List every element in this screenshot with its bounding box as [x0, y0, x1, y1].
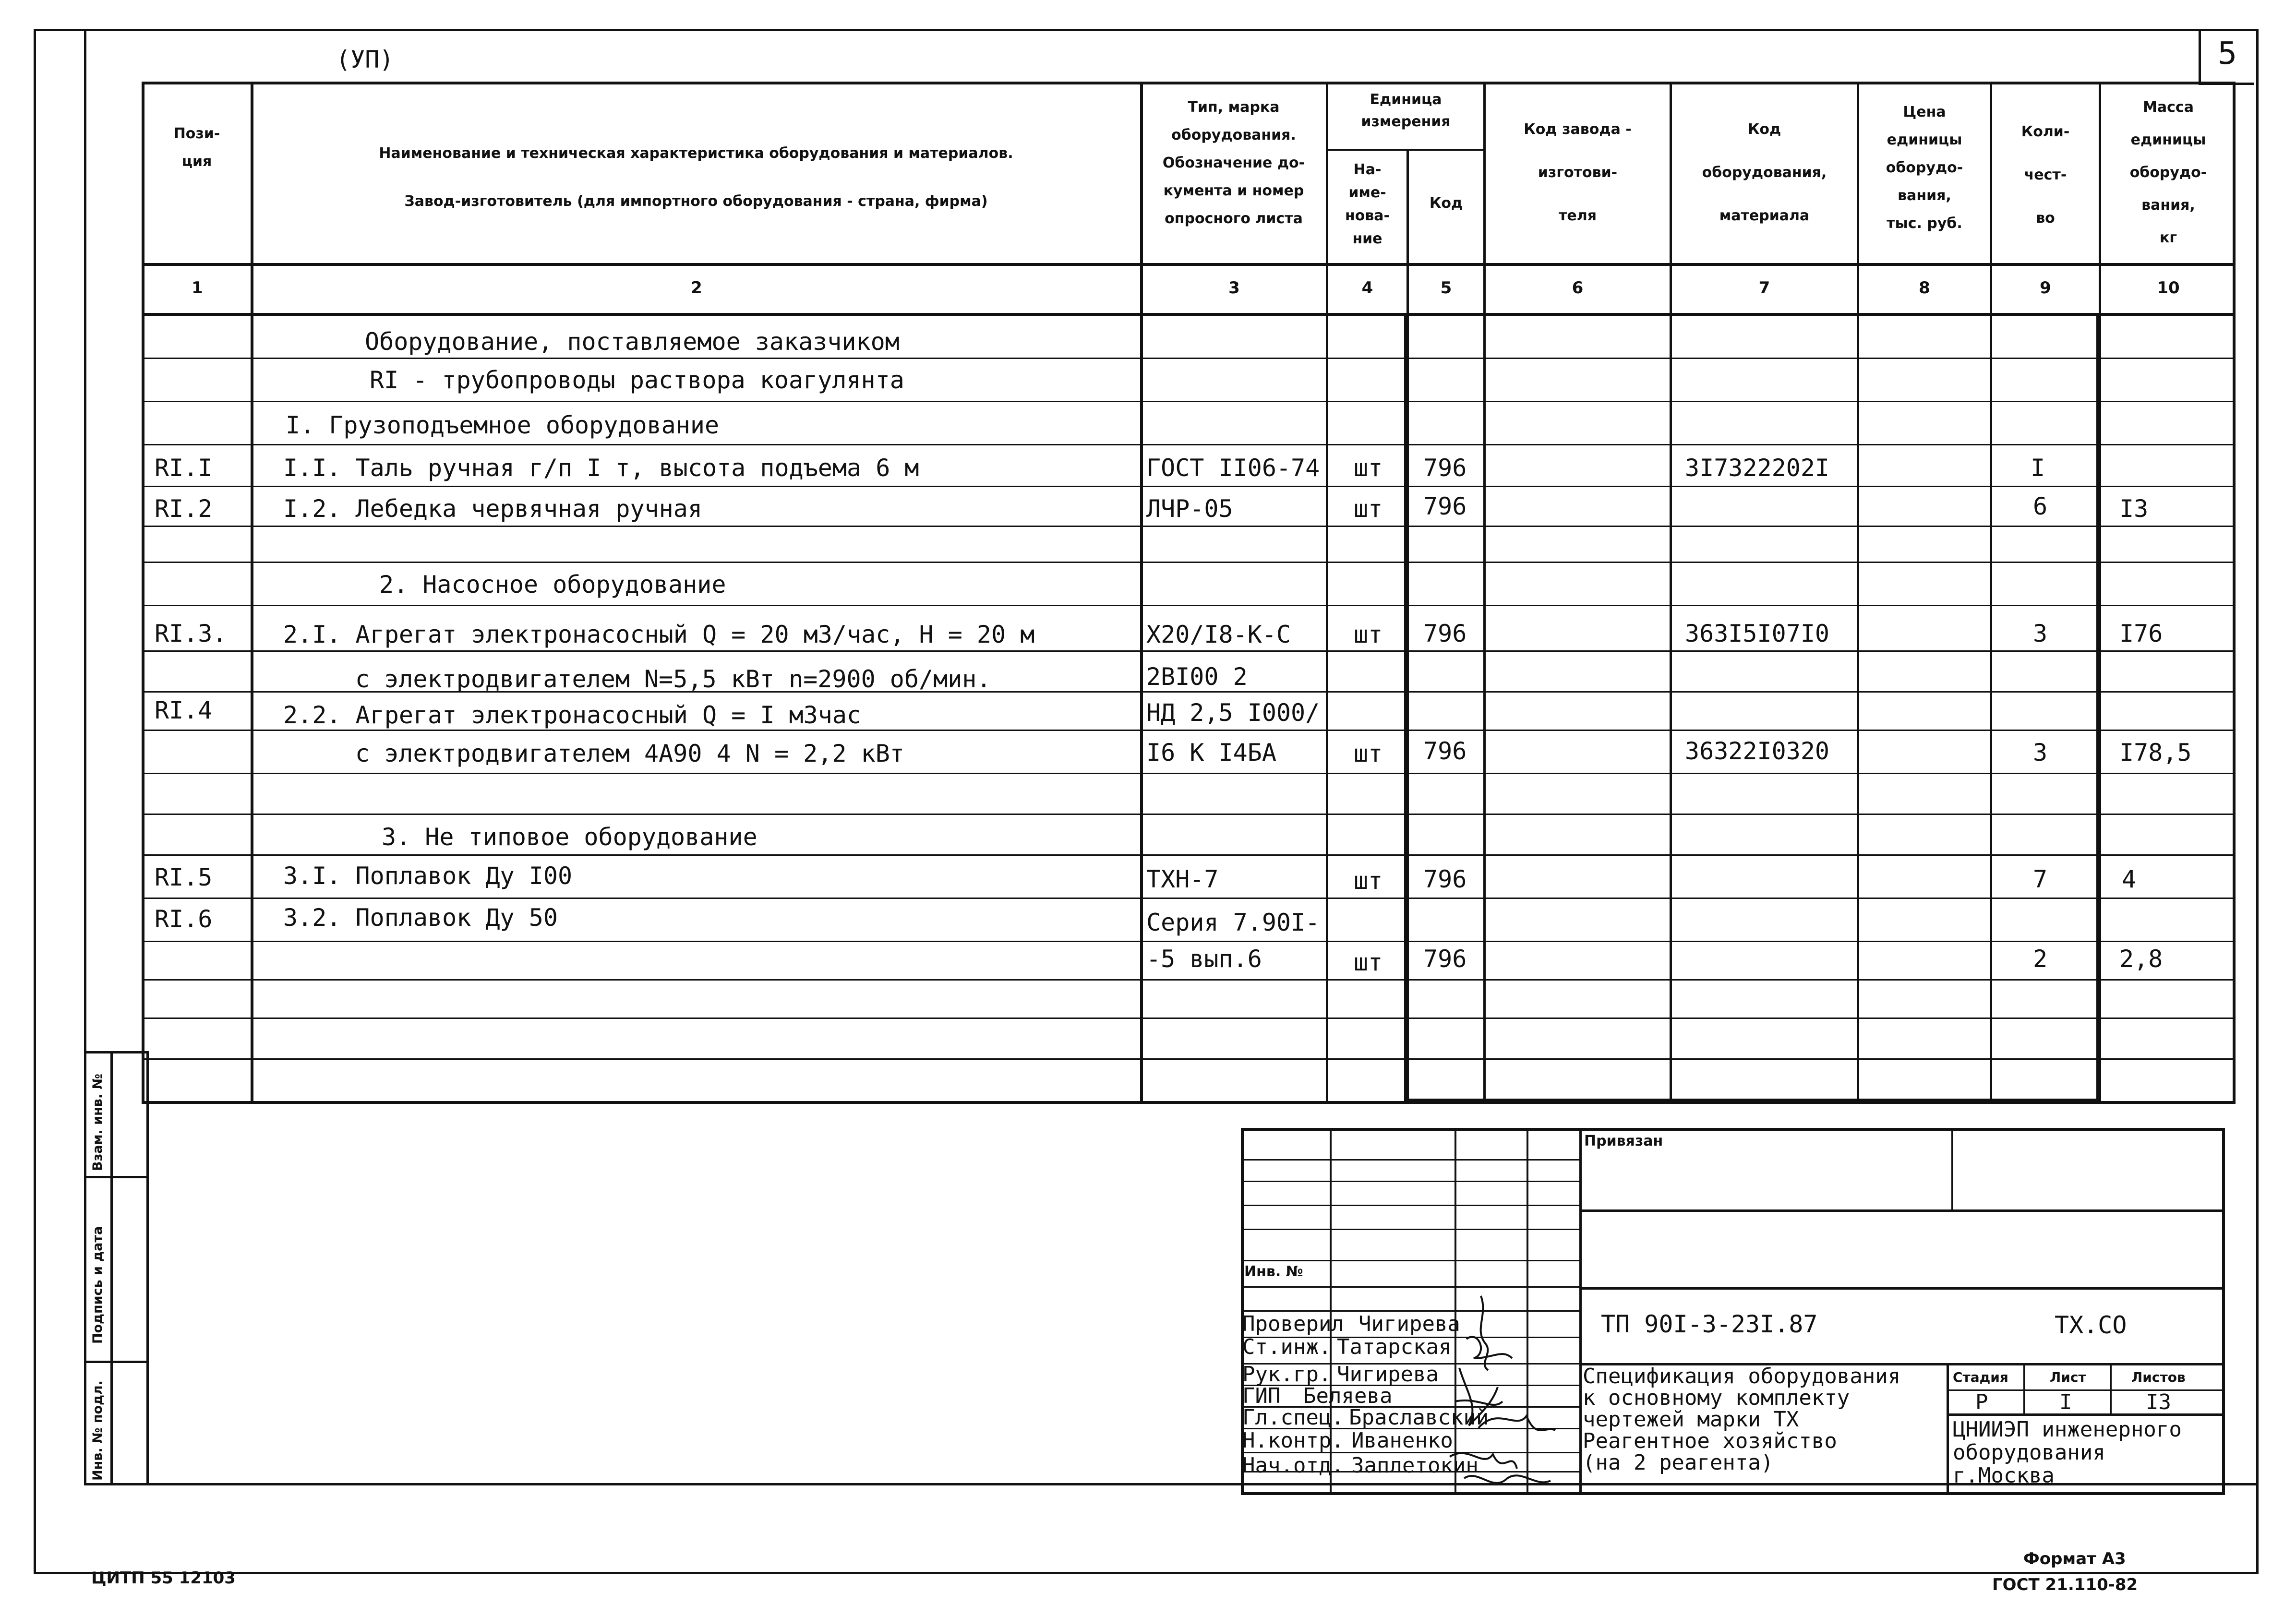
col-number: 1 — [192, 278, 203, 298]
side-label-replace-inv: Взам. инв. № — [90, 1073, 105, 1171]
row-line — [142, 486, 2236, 487]
row-position: RI.I — [155, 454, 213, 482]
signer-name: Чигирева — [1358, 1312, 1460, 1336]
role-label: ГИП — [1242, 1384, 1281, 1408]
header-col3-line: опросного листа — [1165, 210, 1303, 227]
row-mass: 4 — [2122, 865, 2137, 893]
row-type: 2ВI00 2 — [1146, 663, 1248, 691]
row-line — [142, 814, 2236, 815]
row-line — [142, 854, 2236, 856]
corner-mark: (УП) — [336, 46, 394, 73]
row-line — [142, 526, 2236, 527]
col-number: 3 — [1228, 278, 1240, 298]
row-mass: I3 — [2119, 495, 2149, 523]
row-unit-code: 796 — [1423, 454, 1467, 482]
header-col3-line: Обозначение до- — [1162, 155, 1305, 171]
header-col3-line: кумента и номер — [1163, 182, 1304, 199]
row-line — [142, 650, 2236, 652]
privyazan-line — [1579, 1209, 2225, 1212]
row-type: -5 вып.6 — [1146, 945, 1262, 973]
row-name: 2.I. Агрегат электронасосный Q = 20 м3/час, H = 20 м — [283, 621, 1035, 648]
header-col8-line: Цена — [1903, 104, 1946, 120]
row-type: НД 2,5 I000/ — [1146, 699, 1320, 727]
document-code: ТП 90I-3-23I.87 — [1601, 1310, 1818, 1338]
row-type: Х20/I8-К-С — [1146, 621, 1291, 648]
sheet-number: 5 — [2217, 36, 2237, 72]
header-col10-line: Масса — [2143, 99, 2194, 116]
header-col10-line: единицы — [2130, 132, 2206, 148]
header-col4-line: нова- — [1345, 207, 1390, 224]
col-number: 10 — [2157, 278, 2180, 298]
privyazan-label: Привязан — [1584, 1133, 1663, 1149]
side-strip-row — [84, 1176, 149, 1178]
header-col2-line: Завод-изготовитель (для импортного оборудования - страна, фирма) — [404, 193, 988, 210]
role-label: Гл.спец. — [1242, 1405, 1344, 1430]
row-line — [142, 730, 2236, 731]
signer-name: Заплетокин — [1351, 1453, 1479, 1478]
section-title: Оборудование, поставляемое заказчиком — [365, 328, 900, 356]
organization — [1953, 1418, 2182, 1487]
header-col4 — [1328, 158, 1406, 251]
stamp-row — [1241, 1229, 1579, 1230]
role-label: Проверил — [1242, 1312, 1344, 1336]
section-title: RI - трубопроводы раствора коагулянта — [370, 366, 904, 394]
group-title: I. Грузоподъемное оборудование — [286, 411, 720, 439]
header-col2-line: Наименование и техническая характеристика оборудования и материалов. — [379, 145, 1013, 162]
row-type: I6 К I4БА — [1146, 739, 1276, 766]
header-col9 — [1992, 110, 2099, 240]
col-number: 5 — [1440, 278, 1452, 298]
row-unit: шт — [1354, 948, 1383, 976]
header-col1-line: Пози- — [173, 125, 220, 142]
row-name: с электродвигателем 4А90 4 N = 2,2 кВт — [355, 740, 904, 767]
privyazan-divider — [1951, 1128, 1953, 1209]
role-label: Нач.отд. — [1242, 1453, 1344, 1478]
organization-line: оборудования — [1953, 1440, 2105, 1465]
row-line — [142, 562, 2236, 563]
row-line — [142, 898, 2236, 899]
row-quantity: 7 — [2033, 865, 2048, 893]
header-col9-line: во — [2036, 210, 2055, 227]
group-title: 2. Насосное оборудование — [379, 571, 726, 599]
header-col5: Код — [1429, 195, 1463, 212]
sheets-divider — [2110, 1363, 2112, 1413]
row-name: 3.I. Поплавок Ду I00 — [283, 862, 573, 890]
side-label-inv-original: Инв. № подл. — [90, 1380, 105, 1481]
organization-line: ЦНИИЭП инженерного — [1953, 1417, 2182, 1442]
row-unit: шт — [1354, 454, 1383, 482]
header-col10-line: оборудо- — [2129, 164, 2207, 181]
row-equipment-code: 3I7322202I — [1685, 454, 1830, 482]
row-quantity: I — [2031, 454, 2045, 482]
row-mass: I76 — [2119, 620, 2163, 647]
side-strip-divider — [110, 1051, 113, 1483]
sheet-label: Лист — [2050, 1369, 2086, 1385]
col-number: 7 — [1758, 278, 1770, 298]
row-unit: шт — [1354, 495, 1383, 523]
header-col8-line: единицы — [1887, 132, 1962, 148]
header-col6-line: изготови- — [1538, 164, 1618, 181]
standard-label: ГОСТ 21.110-82 — [1992, 1575, 2138, 1594]
row-line — [142, 1058, 2236, 1060]
role-label: Ст.инж. — [1242, 1335, 1332, 1359]
unit-group-divider — [1326, 149, 1484, 151]
inv-no-label: Инв. № — [1244, 1263, 1303, 1280]
header-unit-line: измерения — [1361, 113, 1451, 130]
row-type: ТХН-7 — [1146, 865, 1219, 893]
header-divider — [142, 263, 2236, 266]
col-number: 6 — [1572, 278, 1584, 298]
row-unit-code: 796 — [1423, 737, 1467, 765]
row-unit-code: 796 — [1423, 620, 1467, 647]
header-col3-line: оборудования. — [1171, 127, 1296, 144]
row-line — [142, 941, 2236, 942]
row-line — [142, 773, 2236, 774]
row-equipment-code: 363I5I07I0 — [1685, 620, 1830, 647]
row-quantity: 3 — [2033, 620, 2048, 647]
spec-title — [1583, 1365, 1900, 1473]
side-strip-row — [84, 1361, 149, 1363]
row-line — [142, 358, 2236, 359]
bottom-left-code: ЦИТП 55 12103 — [91, 1568, 236, 1588]
format-label: Формат А3 — [2023, 1549, 2126, 1568]
doc-code-top — [1579, 1287, 2225, 1290]
sheet-divider — [2023, 1363, 2025, 1413]
header-col8-line: тыс. руб. — [1887, 215, 1962, 232]
sheet-value: I — [2059, 1390, 2072, 1414]
row-position: RI.3. — [155, 620, 227, 647]
row-quantity: 6 — [2033, 492, 2048, 520]
stage-divider — [1947, 1363, 1949, 1495]
header-col6-line: теля — [1559, 207, 1597, 224]
header-col10-line: вания, — [2141, 197, 2195, 214]
col-number: 9 — [2040, 278, 2051, 298]
row-unit-code: 796 — [1423, 945, 1467, 973]
stamp-row — [1241, 1260, 1579, 1261]
header-col8-line: вания, — [1898, 187, 1951, 204]
header-col3 — [1142, 94, 1325, 233]
signer-name: Чигирева — [1337, 1362, 1439, 1387]
signer-name: Браславский — [1349, 1405, 1489, 1430]
signatures-graphic — [1421, 1286, 1575, 1497]
row-line — [142, 444, 2236, 445]
row-name: I.I. Таль ручная г/п I т, высота подъема 6 м — [283, 454, 919, 482]
row-quantity: 3 — [2033, 739, 2048, 766]
row-type: Серия 7.90I- — [1146, 909, 1320, 936]
body-inner-block — [1404, 313, 2100, 1102]
stamp-row — [1241, 1205, 1579, 1206]
role-label: Рук.гр. — [1242, 1362, 1332, 1387]
row-position: RI.6 — [155, 905, 213, 933]
signer-name: Беляева — [1303, 1384, 1393, 1408]
side-label-signature-date: Подпись и дата — [90, 1226, 105, 1344]
header-col10-line: кг — [2159, 229, 2177, 246]
sheets-label: Листов — [2131, 1369, 2186, 1385]
stamp-row — [1241, 1181, 1579, 1182]
header-col6 — [1486, 108, 1670, 238]
row-unit: шт — [1354, 867, 1383, 895]
header-col2 — [254, 130, 1138, 226]
stage-label: Стадия — [1953, 1369, 2008, 1385]
group-title: 3. Не типовое оборудование — [382, 823, 757, 851]
stage-label-line — [1947, 1389, 2225, 1391]
row-name: с электродвигателем N=5,5 кВт n=2900 об/мин. — [355, 665, 991, 693]
col-line-1 — [251, 82, 253, 1104]
stamp-row — [1241, 1159, 1579, 1161]
col-number: 8 — [1919, 278, 1930, 298]
header-col8 — [1859, 98, 1990, 238]
row-name: 2.2. Агрегат электронасосный Q = I м3час — [283, 701, 862, 729]
row-unit-code: 796 — [1423, 492, 1467, 520]
row-line — [142, 401, 2236, 402]
row-unit-code: 796 — [1423, 865, 1467, 893]
role-label: Н.контр. — [1242, 1428, 1344, 1453]
signer-name: Иваненко — [1351, 1428, 1453, 1453]
row-name: 3.2. Поплавок Ду 50 — [283, 904, 558, 932]
row-line — [142, 979, 2236, 981]
row-mass: 2,8 — [2119, 945, 2163, 973]
row-equipment-code: 36322I0320 — [1685, 737, 1830, 765]
spec-title-line: (на 2 реагента) — [1583, 1450, 1774, 1475]
stamp-col — [1579, 1128, 1582, 1495]
header-col7 — [1672, 108, 1857, 238]
header-col1 — [144, 120, 250, 176]
signer-name: Татарская — [1337, 1335, 1452, 1359]
header-col7-line: материала — [1719, 207, 1810, 224]
col-number: 4 — [1361, 278, 1373, 298]
header-col4-line: име- — [1348, 184, 1386, 201]
row-name: I.2. Лебедка червячная ручная — [283, 495, 702, 523]
row-position: RI.5 — [155, 863, 213, 891]
row-position: RI.2 — [155, 495, 213, 523]
header-col10 — [2101, 91, 2236, 254]
col-line-2 — [1140, 82, 1143, 1104]
header-col4-line: На- — [1353, 161, 1382, 178]
row-type: ЛЧР-05 — [1146, 495, 1233, 523]
header-col7-line: Код — [1747, 121, 1781, 138]
row-quantity: 2 — [2033, 945, 2048, 973]
row-mass: I78,5 — [2119, 739, 2192, 766]
row-unit: шт — [1354, 740, 1383, 767]
header-col1-line: ция — [181, 153, 212, 170]
col-number: 2 — [691, 278, 702, 298]
row-line — [142, 605, 2236, 606]
row-type: ГОСТ II06-74 — [1146, 454, 1320, 482]
header-col6-line: Код завода - — [1524, 121, 1632, 138]
spec-title-line: чертежей марки ТХ — [1583, 1407, 1799, 1432]
row-unit: шт — [1354, 621, 1383, 648]
header-col7-line: оборудования, — [1702, 164, 1827, 181]
header-unit-line: Единица — [1370, 91, 1442, 108]
header-col9-line: чест- — [2024, 167, 2067, 183]
header-col9-line: Коли- — [2021, 123, 2070, 140]
sheets-value: I3 — [2146, 1390, 2171, 1414]
header-col4-line: ние — [1352, 230, 1382, 247]
header-col8-line: оборудо- — [1886, 159, 1963, 176]
row-line — [142, 1017, 2236, 1019]
spec-title-line: Спецификация оборудования — [1583, 1364, 1901, 1389]
spec-title-line: Реагентное хозяйство — [1583, 1429, 1837, 1453]
stage-value-line — [1947, 1413, 2225, 1416]
organization-line: г.Москва — [1953, 1463, 2055, 1488]
row-position: RI.4 — [155, 696, 213, 724]
document-mark: ТХ.СО — [2055, 1311, 2127, 1339]
header-col3-line: Тип, марка — [1188, 99, 1280, 116]
spec-title-line: к основному комплекту — [1583, 1386, 1850, 1410]
header-unit-group — [1328, 89, 1483, 133]
stage-value: Р — [1975, 1390, 1988, 1414]
